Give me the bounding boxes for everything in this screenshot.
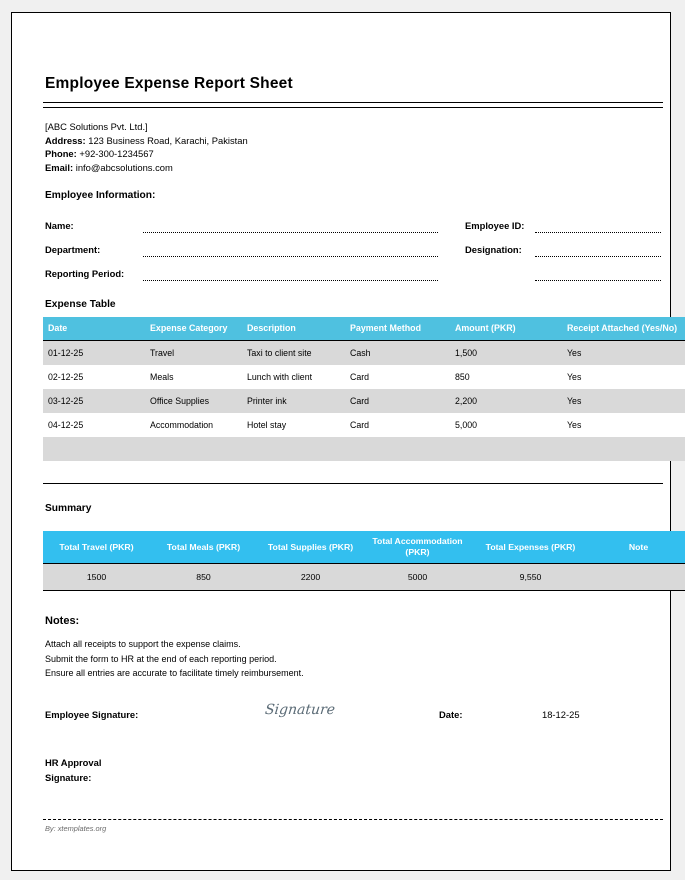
hr-approval-label-line2: Signature: [45,771,92,783]
cell-description [242,437,345,461]
cell-amount: 1,500 [450,341,562,366]
cell-description: Printer ink [242,389,345,413]
summary-value-row[interactable] [43,564,685,591]
summary-table-wrap [43,531,663,591]
phone-value: +92-300-1234567 [79,148,154,159]
summary-header-total-travel[interactable]: Total Travel (PKR) [43,531,150,564]
table-row[interactable] [43,413,685,437]
column-header-payment-method[interactable]: Payment Method [345,317,450,341]
page-title: Employee Expense Report Sheet [45,75,293,92]
address-label: Address: [45,134,86,146]
cell-amount: 850 [450,365,562,389]
cell-amount: 5,000 [450,413,562,437]
cell-receipt: Yes [562,341,685,366]
employee-information-section [43,190,663,287]
cell-amount [450,437,562,461]
expense-table-bottom-divider [43,483,663,484]
email-label: Email: [45,161,74,173]
document-page [11,12,678,871]
address-value: 123 Business Road, Karachi, Pakistan [88,134,248,146]
employee-info-row-reporting-period [43,263,663,287]
employee-signature-label: Employee Signature: [45,708,139,720]
employee-info-row-department [43,239,663,263]
employee-info-row-name [43,215,663,239]
cell-payment [345,437,450,461]
cell-date: 03-12-25 [43,389,145,413]
company-phone [45,147,663,161]
company-name: [ABC Solutions Pvt. Ltd.] [45,121,148,132]
cell-date [43,437,145,461]
email-value: info@abcsolutions.com [75,161,173,173]
cell-payment: Cash [345,341,450,366]
note-item: Attach all receipts to support the expense claims. [45,639,241,649]
expense-table-wrap [43,317,678,461]
summary-header-note[interactable]: Note [590,531,685,564]
phone-label: Phone: [45,148,77,159]
note-item: Ensure all entries are accurate to facilitate timely reimbursement. [45,668,304,678]
summary-heading: Summary [45,503,92,514]
cell-date: 02-12-25 [43,365,145,389]
cell-receipt: Yes [562,413,685,437]
summary-header-total-accommodation[interactable]: Total Accommodation (PKR) [364,531,471,564]
summary-note [590,564,685,591]
designation-label: Designation: [465,244,522,255]
document-body [43,75,678,785]
summary-header-total-supplies[interactable]: Total Supplies (PKR) [257,531,364,564]
department-input[interactable] [143,256,438,257]
summary-section [43,503,663,591]
company-address [45,134,663,148]
cell-description: Lunch with client [242,365,345,389]
table-row[interactable] [43,389,685,413]
column-header-receipt-attached[interactable]: Receipt Attached (Yes/No) [562,317,685,341]
cell-receipt: Yes [562,365,685,389]
summary-header-total-meals[interactable]: Total Meals (PKR) [150,531,257,564]
designation-input[interactable] [535,256,661,257]
reporting-period-label: Reporting Period: [45,268,125,279]
cell-payment: Card [345,389,450,413]
summary-total-expenses: 9,550 [471,564,590,591]
hr-approval-block [43,755,663,785]
summary-header-total-expenses[interactable]: Total Expenses (PKR) [471,531,590,564]
cell-amount: 2,200 [450,389,562,413]
table-row[interactable] [43,341,685,366]
summary-table-body [43,564,685,591]
summary-total-meals: 850 [150,564,257,591]
column-header-date[interactable]: Date [43,317,145,341]
footer-credit[interactable]: By: xtemplates.org [45,824,107,833]
cell-category: Travel [145,341,242,366]
cell-category: Meals [145,365,242,389]
expense-table-head [43,317,685,341]
cell-category: Accommodation [145,413,242,437]
expense-table-section [43,299,678,461]
cell-receipt [562,437,685,461]
summary-total-accommodation: 5000 [364,564,471,591]
signature-date-value[interactable]: 18-12-25 [542,708,580,720]
cell-description: Taxi to client site [242,341,345,366]
page-footer [43,819,663,833]
column-header-expense-category[interactable]: Expense Category [145,317,242,341]
notes-section [43,615,663,681]
title-divider [43,102,663,108]
column-header-description[interactable]: Description [242,317,345,341]
cell-category [145,437,242,461]
cell-payment: Card [345,413,450,437]
expense-table-header-row [43,317,685,341]
department-label: Department: [45,244,101,255]
cell-description: Hotel stay [242,413,345,437]
expense-table [43,317,685,461]
cell-category: Office Supplies [145,389,242,413]
hr-approval-label-line1: HR Approval [45,756,102,768]
employee-signature-value[interactable]: Signature [264,701,336,718]
employee-id-label: Employee ID: [465,220,525,231]
signature-date-label: Date: [439,708,463,720]
summary-total-supplies: 2200 [257,564,364,591]
expense-table-heading: Expense Table [45,299,116,310]
employee-signature-row [43,702,663,732]
summary-total-travel: 1500 [43,564,150,591]
footer-divider [43,819,663,820]
column-header-amount[interactable]: Amount (PKR) [450,317,562,341]
table-row[interactable] [43,365,685,389]
cell-payment: Card [345,365,450,389]
cell-receipt: Yes [562,389,685,413]
notes-heading: Notes: [45,615,80,627]
reporting-period-input[interactable] [143,280,438,281]
company-email [45,161,663,175]
name-input[interactable] [143,232,438,233]
name-label: Name: [45,220,74,231]
summary-table-head [43,531,685,564]
cell-date: 04-12-25 [43,413,145,437]
company-block [43,120,663,174]
table-row-empty[interactable] [43,437,685,461]
expense-table-body [43,341,685,462]
note-item: Submit the form to HR at the end of each reporting period. [45,653,277,664]
reporting-period-extra-input[interactable] [535,280,661,281]
summary-table [43,531,685,591]
employee-id-input[interactable] [535,232,661,233]
employee-information-heading: Employee Information: [45,190,156,201]
cell-date: 01-12-25 [43,341,145,366]
summary-header-row [43,531,685,564]
